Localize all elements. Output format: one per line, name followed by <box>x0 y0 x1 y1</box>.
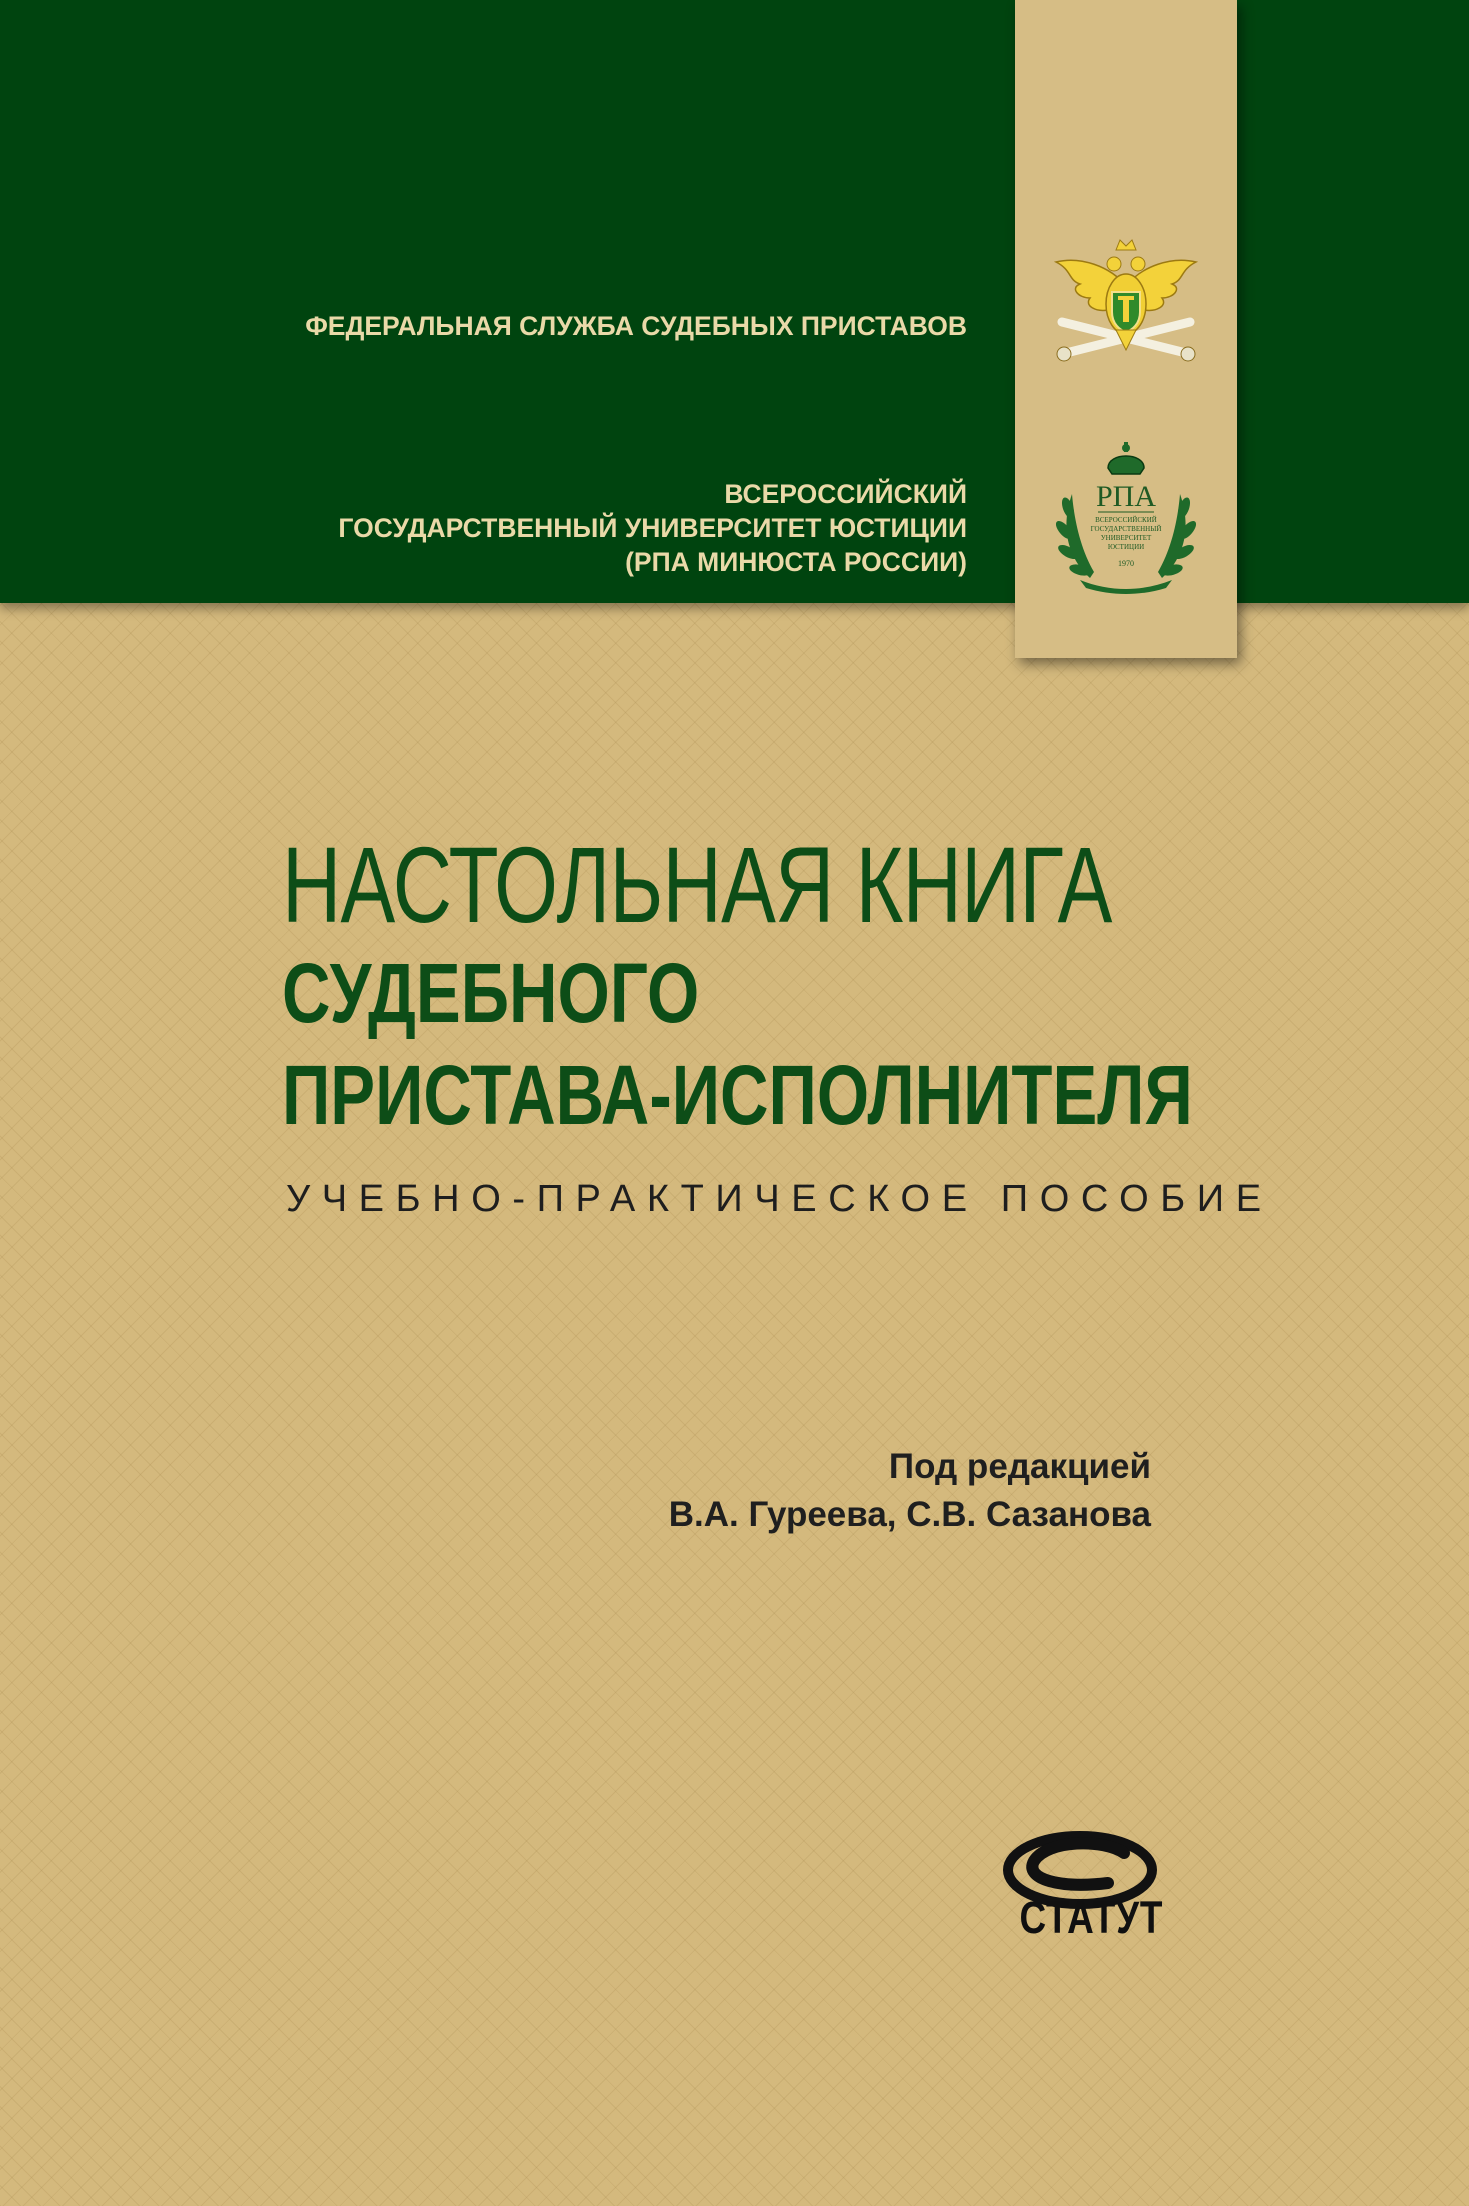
org-university-label <box>338 477 967 579</box>
book-title-line1: НАСТОЛЬНАЯ КНИГА <box>282 824 1112 945</box>
book-title-line3: ПРИСТАВА-ИСПОЛНИТЕЛЯ <box>282 1048 1193 1142</box>
rpa-inner-text: ЮСТИЦИИ <box>1107 543 1145 551</box>
book-subtitle: УЧЕБНО-ПРАКТИЧЕСКОЕ ПОСОБИЕ <box>286 1178 1273 1220</box>
rpa-inner-text: УНИВЕРСИТЕТ <box>1100 534 1152 542</box>
org-fssp-label: ФЕДЕРАЛЬНАЯ СЛУЖБА СУДЕБНЫХ ПРИСТАВОВ <box>305 311 967 341</box>
rpa-inner-text: ГОСУДАРСТВЕННЫЙ <box>1090 525 1162 533</box>
fssp-eagle-emblem-icon <box>1050 226 1202 378</box>
org-university-line: ГОСУДАРСТВЕННЫЙ УНИВЕРСИТЕТ ЮСТИЦИИ <box>338 513 967 543</box>
emblem-ribbon <box>1015 0 1237 658</box>
org-university-line: (РПА МИНЮСТА РОССИИ) <box>625 547 967 577</box>
top-green-band <box>0 0 1469 603</box>
rpa-academy-emblem-icon <box>1050 438 1202 598</box>
editors-names: В.А. Гуреева, С.В. Сазанова <box>668 1495 1151 1534</box>
book-title-line2: СУДЕБНОГО <box>282 946 700 1040</box>
editors-label: Под редакцией <box>888 1447 1151 1486</box>
org-university-line: ВСЕРОССИЙСКИЙ <box>724 479 967 509</box>
rpa-inner-text: ВСЕРОССИЙСКИЙ <box>1095 516 1157 524</box>
rpa-year: 1970 <box>1118 559 1134 568</box>
editors-credit <box>669 1443 1151 1539</box>
rpa-letters: РПА <box>1095 480 1157 513</box>
publisher-name: СТАТУТ <box>1019 1892 1164 1943</box>
